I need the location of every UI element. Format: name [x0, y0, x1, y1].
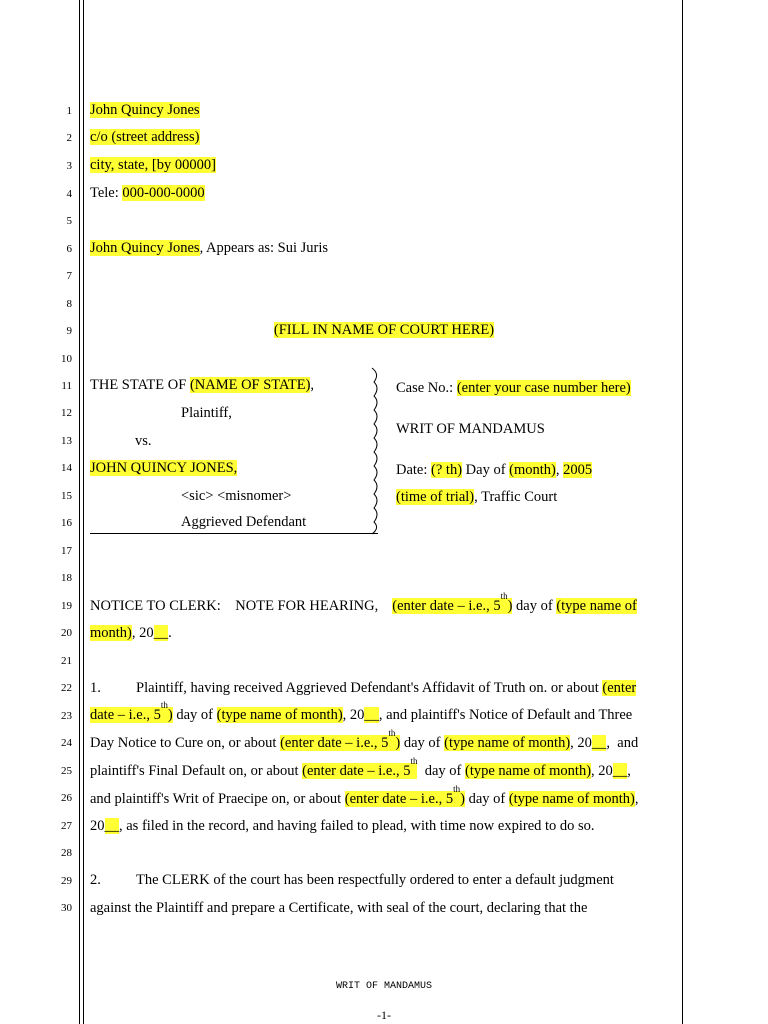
para2-text: The CLERK of the court has been respectfully ordered to enter a default judgment — [136, 872, 614, 888]
para1-text: , and — [606, 735, 639, 751]
para1-month-a[interactable]: (type name of month) — [216, 707, 343, 723]
versus-label: vs. — [135, 433, 152, 449]
line-number: 10 — [61, 353, 72, 365]
notice-end: . — [168, 625, 172, 641]
date-day[interactable]: (? th) — [431, 462, 463, 478]
notice-month-b[interactable]: month) — [90, 625, 132, 641]
court-title[interactable]: (FILL IN NAME OF COURT HERE) — [273, 322, 495, 338]
para1-text: , 20 — [342, 707, 365, 723]
para1-date-a-start[interactable]: (enter — [602, 680, 637, 696]
line-number: 9 — [66, 325, 72, 337]
para1-text: , — [627, 763, 631, 779]
line-number: 2 — [66, 132, 72, 144]
line-number: 3 — [66, 160, 72, 172]
line-number: 16 — [61, 517, 72, 529]
line-number: 26 — [61, 792, 72, 804]
state-name[interactable]: (NAME OF STATE) — [189, 377, 311, 393]
para1-line-3 — [90, 728, 678, 752]
hearing-date-line — [396, 461, 592, 479]
line-number: 27 — [61, 820, 72, 832]
line-number: 17 — [61, 545, 72, 557]
case-number-value[interactable]: (enter your case number here) — [456, 380, 631, 396]
trial-time[interactable]: (time of trial) — [396, 489, 475, 505]
trial-court-label: , Traffic Court — [474, 489, 558, 505]
line-number: 28 — [61, 847, 72, 859]
para1-text: , as filed in the record, and having failed to plead, with time now expired to do so. — [119, 818, 595, 834]
line-number: 4 — [66, 188, 72, 200]
appearance-name[interactable]: John Quincy Jones — [90, 240, 200, 256]
para1-text: 20 — [90, 818, 105, 834]
para1-line-1 — [90, 679, 678, 697]
notice-date-sup: th — [500, 591, 508, 602]
street-address[interactable]: c/o (street address) — [90, 129, 200, 145]
para1-year-a[interactable]: __ — [364, 707, 379, 723]
para1-date-d[interactable] — [344, 784, 465, 807]
court-title-line — [0, 321, 768, 339]
address-line — [90, 128, 678, 146]
para1-date-d-text: (enter date – i.e., 5 — [344, 791, 454, 807]
defendant-name[interactable]: JOHN QUINCY JONES, — [90, 460, 238, 476]
line-number: 15 — [61, 490, 72, 502]
para1-number: 1. — [90, 680, 101, 696]
state-suffix: , — [310, 377, 315, 393]
telephone-number[interactable]: 000-000-0000 — [122, 185, 205, 201]
line-number: 18 — [61, 572, 72, 584]
para1-year-c[interactable]: __ — [612, 763, 628, 779]
para1-date-c[interactable] — [302, 756, 418, 779]
date-comma: , — [555, 462, 564, 478]
para1-text: and plaintiff's Writ of Praecipe on, or about — [90, 791, 345, 807]
para1-date-a[interactable] — [90, 700, 173, 723]
para1-text: , 20 — [570, 735, 592, 751]
city-state-zip[interactable]: city, state, [by 00000] — [90, 157, 216, 173]
party-name-line — [90, 101, 678, 119]
para1-date-b[interactable] — [280, 728, 401, 751]
line-number: 1 — [66, 105, 72, 117]
para1-text: day of — [417, 763, 465, 779]
notice-line-2 — [90, 624, 678, 642]
notice-month-a[interactable]: (type name of — [556, 598, 637, 614]
notice-year-prefix: , 20 — [131, 625, 154, 641]
notice-line-1 — [90, 591, 678, 615]
para1-date-d-end: ) — [460, 791, 465, 807]
line-number: 11 — [61, 380, 72, 392]
date-label: Date: — [396, 462, 432, 478]
para1-year-b[interactable]: __ — [591, 735, 607, 751]
notice-date[interactable] — [392, 591, 513, 614]
caption-underline — [90, 533, 378, 534]
right-margin-rule — [682, 0, 683, 1024]
para2-line-1 — [90, 871, 678, 889]
line-number: 29 — [61, 875, 72, 887]
para1-date-b-text: (enter date – i.e., 5 — [280, 735, 389, 751]
sic-misnomer-label: <sic> <misnomer> — [181, 488, 292, 504]
para1-year-d[interactable]: __ — [104, 818, 119, 834]
notice-date-end: ) — [507, 598, 513, 614]
line-number: 13 — [61, 435, 72, 447]
para1-text: Day Notice to Cure on, or about — [90, 735, 281, 751]
line-number: 12 — [61, 407, 72, 419]
para1-text: day of — [172, 707, 217, 723]
para1-month-c[interactable]: (type name of month) — [464, 763, 592, 779]
para1-line-6 — [90, 817, 678, 835]
para1-date-c-sup: th — [410, 756, 418, 767]
telephone-line — [90, 184, 678, 202]
caption-brace — [370, 366, 384, 536]
line-number: 7 — [66, 270, 72, 282]
party-name[interactable]: John Quincy Jones — [90, 102, 200, 118]
trial-time-line — [396, 488, 557, 506]
left-margin-rule — [79, 0, 80, 1024]
notice-date-text: (enter date – i.e., 5 — [392, 598, 501, 614]
line-number: 14 — [61, 462, 72, 474]
document-title: WRIT OF MANDAMUS — [396, 421, 545, 437]
para2-number: 2. — [90, 872, 101, 888]
plaintiff-label: Plaintiff, — [181, 405, 232, 421]
para1-text: , and plaintiff's Notice of Default and Three — [378, 707, 633, 723]
notice-year-blank[interactable]: __ — [153, 625, 169, 641]
line-number: 20 — [61, 627, 72, 639]
left-margin-rule-inner — [83, 0, 84, 1024]
para1-date-a-sup: th — [160, 700, 168, 711]
state-prefix: THE STATE OF — [90, 377, 190, 393]
case-number-label: Case No.: — [396, 380, 457, 396]
page-number: -1- — [377, 1008, 391, 1022]
para1-date-c-text: (enter date – i.e., 5 — [302, 763, 411, 779]
line-number: 30 — [61, 902, 72, 914]
appearance-line — [90, 239, 678, 257]
city-line — [90, 156, 678, 174]
line-number: 8 — [66, 298, 72, 310]
para1-text: , 20 — [591, 763, 613, 779]
aggrieved-defendant-label: Aggrieved Defendant — [181, 514, 307, 530]
para1-date-a-text: date – i.e., 5 — [90, 707, 161, 723]
para1-text: , — [634, 791, 639, 807]
appearance-text: , Appears as: Sui Juris — [199, 240, 329, 256]
para1-date-d-sup: th — [453, 784, 461, 795]
para1-date-a-end: ) — [167, 707, 173, 723]
date-year[interactable]: 2005 — [563, 462, 593, 478]
date-day-of: Day of — [462, 462, 510, 478]
telephone-label: Tele: — [90, 185, 123, 201]
line-number: 22 — [61, 682, 72, 694]
line-number: 21 — [61, 655, 72, 667]
para1-text: Plaintiff, having received Aggrieved Defendant's Affidavit of Truth on. or about — [136, 680, 603, 696]
line-number: 25 — [61, 765, 72, 777]
date-month[interactable]: (month) — [509, 462, 556, 478]
notice-day-of: day of — [512, 598, 557, 614]
para1-date-b-sup: th — [388, 728, 396, 739]
notice-lead: NOTICE TO CLERK: NOTE FOR HEARING, — [90, 598, 379, 614]
line-number: 5 — [66, 215, 72, 227]
para1-line-4 — [90, 756, 678, 780]
case-number-line — [396, 379, 631, 397]
para2-text: against the Plaintiff and prepare a Certificate, with seal of the court, declaring that the — [90, 900, 588, 916]
para1-text: day of — [400, 735, 445, 751]
para1-text: plaintiff's Final Default on, or about — [90, 763, 303, 779]
para2-line-2 — [90, 899, 678, 917]
footer-title: WRIT OF MANDAMUS — [335, 981, 432, 992]
para1-month-d[interactable]: (type name of month) — [508, 791, 635, 807]
line-number: 23 — [61, 710, 72, 722]
line-number: 6 — [66, 243, 72, 255]
line-number: 24 — [61, 737, 72, 749]
para1-line-5 — [90, 784, 678, 808]
line-number: 19 — [61, 600, 72, 612]
para1-text: day of — [464, 791, 509, 807]
para1-date-b-end: ) — [395, 735, 401, 751]
para1-line-2 — [90, 700, 678, 724]
para1-month-b[interactable]: (type name of month) — [444, 735, 571, 751]
